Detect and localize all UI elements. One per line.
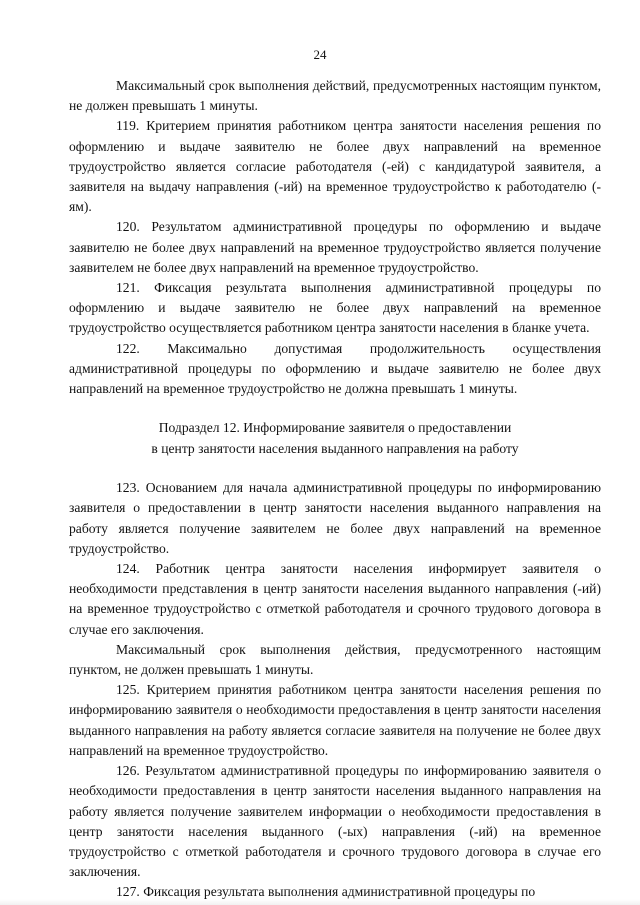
paragraph-121: 121. Фиксация результата выполнения административной процедуры по оформлению и выдаче заявителю не более двух направлений на временное трудоустройство осуществляется работником центра занятости населения в бланке учета. <box>69 280 601 336</box>
subsection-heading-line-2: в центр занятости населения выданного направления на работу <box>151 441 519 457</box>
paragraph-max-time-124: Максимальный срок выполнения действия, предусмотренного настоящим пунктом, не должен превышать 1 минуты. <box>69 641 601 678</box>
paragraph-119: 119. Критерием принятия работником центра занятости населения решения по оформлению и выдаче заявителю не более двух направлений на временное трудоустройство является согласие работодателя (-ей) с кандидатурой заявителя, а заявителя на выдачу направления (-ий) на временное трудоустройство к работодателю (-ям). <box>69 118 601 215</box>
page-number: 24 <box>313 47 327 62</box>
paragraph-126: 126. Результатом административной процедуры по информированию заявителя о необходимости предоставления в центр занятости населения выданного направления на работу является получение заявителем информации о необходимости предоставления в центр занятости населения выданного (-ых) направления (-ий) на временное трудоустройство с отметкой работодателя и срочного трудового договора в случае его заключения. <box>69 763 601 880</box>
paragraph-max-time-118: Максимальный срок выполнения действий, предусмотренных настоящим пунктом, не должен превышать 1 минуты. <box>69 78 601 114</box>
paragraph-127: 127. Фиксация результата выполнения административной процедуры по <box>116 884 536 900</box>
subsection-heading <box>69 417 601 459</box>
paragraph-124: 124. Работник центра занятости населения информирует заявителя о необходимости представления в центр занятости населения выданного направления (-ий) на временное трудоустройство с отметкой работодателя и срочного трудового договора в случае его заключения. <box>69 561 601 637</box>
paragraph-125: 125. Критерием принятия работником центра занятости населения решения по информированию заявителя о необходимости предоставления в центр занятости населения выданного направления на работу является согласие заявителя на получение не более двух направлений на временное трудоустройство. <box>69 682 601 758</box>
scan-edge <box>0 899 640 905</box>
paragraph-120: 120. Результатом административной процедуры по оформлению и выдаче заявителю не более двух направлений на временное трудоустройство является получение заявителем не более двух направлений на временное трудоустройство. <box>69 219 601 275</box>
document-body <box>69 76 601 903</box>
paragraph-123: 123. Основанием для начала административной процедуры по информированию заявителя о предоставлении в центр занятости населения выданного направления на работу является получение заявителем не более двух направлений на временное трудоустройство. <box>69 480 601 556</box>
paragraph-122: 122. Максимально допустимая продолжительность осуществления административной процедуры по оформлению и выдаче заявителю не более двух направлений на временное трудоустройство не должна превышать 1 минуты. <box>69 340 601 397</box>
subsection-heading-line-1: Подраздел 12. Информирование заявителя о предоставлении <box>158 420 512 436</box>
